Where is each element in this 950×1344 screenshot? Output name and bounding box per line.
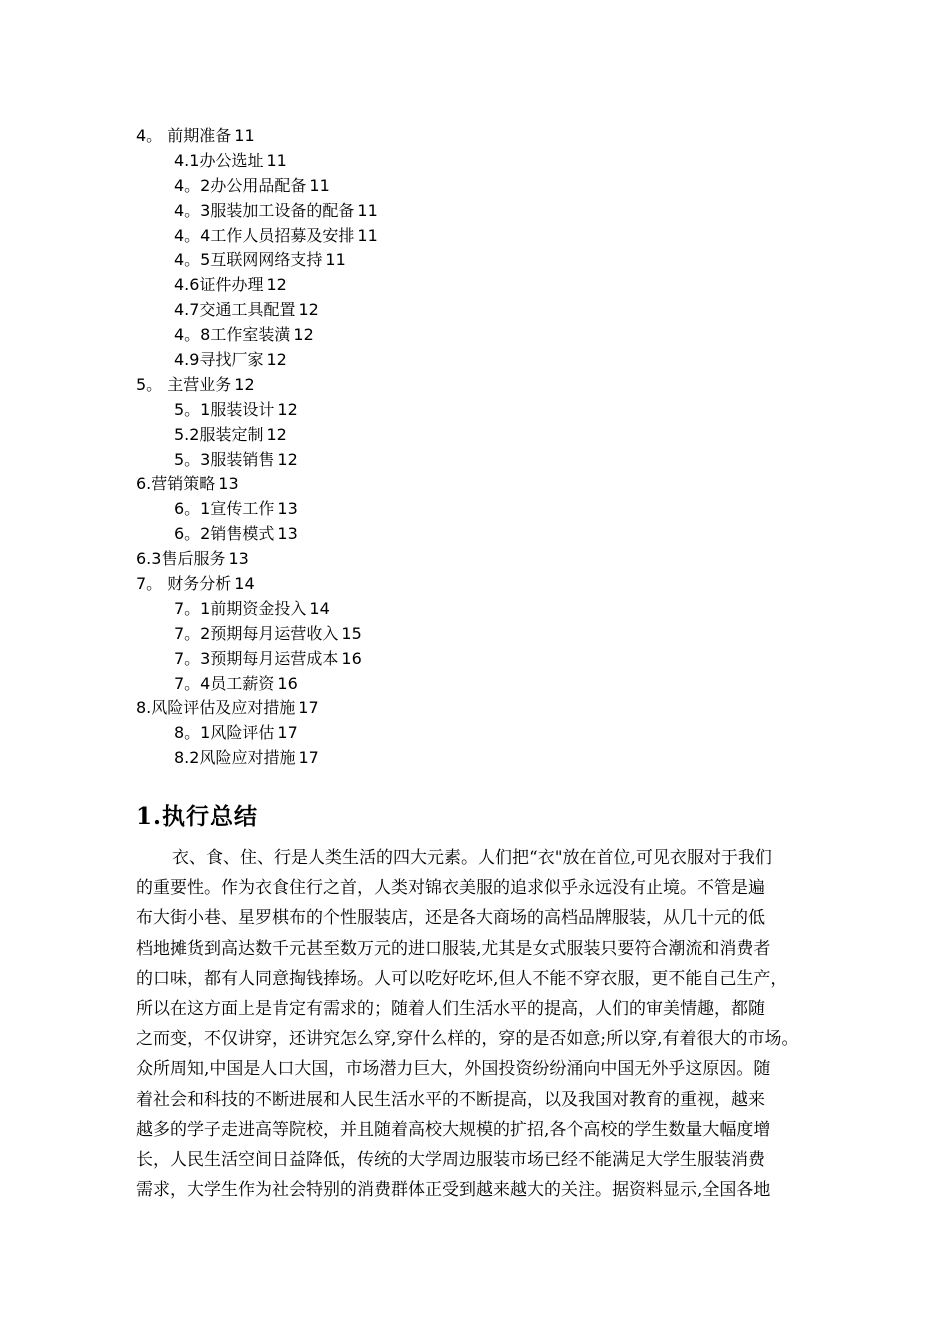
paragraph-line: 的口味，都有人同意掏钱捧场。人可以吃好吃坏,但人不能不穿衣服，更不能自己生产， xyxy=(136,968,788,989)
toc-entry[interactable] xyxy=(136,248,378,273)
paragraph-line: 档地摊货到高达数千元甚至数万元的进口服装,尤其是女式服装只要符合潮流和消费者 xyxy=(136,938,771,959)
paragraph-line: 越多的学子走进高等院校，并且随着高校大规模的扩招,各个高校的学生数量大幅度增 xyxy=(136,1119,771,1140)
paragraph-line: 众所周知,中国是人口大国，市场潜力巨大，外国投资纷纷涌向中国无外乎这原因。随 xyxy=(136,1059,771,1080)
toc-entry-number: 4.6 xyxy=(174,275,200,295)
toc-entry[interactable] xyxy=(136,497,378,522)
toc-entry-page: 12 xyxy=(266,275,287,295)
toc-entry-title: 工作人员招募及安排 xyxy=(210,225,355,245)
toc-entry[interactable] xyxy=(136,696,378,721)
toc-entry-number: 4.9 xyxy=(174,350,200,370)
toc-entry-page: 17 xyxy=(298,698,319,718)
toc-entry-number: 7。1 xyxy=(174,598,211,618)
toc-entry[interactable] xyxy=(136,746,378,771)
toc-entry-number: 7。2 xyxy=(174,623,211,643)
toc-entry-number: 7。4 xyxy=(174,673,211,693)
paragraph-line: 的重要性。作为衣食住行之首，人类对锦衣美服的追求似乎永远没有止境。不管是遍 xyxy=(136,878,765,899)
toc-entry-title: 办公选址 xyxy=(199,150,264,170)
toc-entry-number: 4。5 xyxy=(174,250,211,270)
paragraph-line: 着社会和科技的不断进展和人民生活水平的不断提高，以及我国对教育的重视，越来 xyxy=(136,1089,765,1110)
toc-entry-page: 14 xyxy=(234,574,255,594)
toc-entry-title: 预期每月运营成本 xyxy=(210,648,339,668)
toc-entry-number: 5。1 xyxy=(174,399,211,419)
toc-entry-title: 前期准备 xyxy=(162,126,232,145)
paragraph-line: 衣、食、住、行是人类生活的四大元素。人们把“衣"放在首位,可见衣服对于我们 xyxy=(172,848,772,868)
toc-entry-page: 16 xyxy=(277,673,298,693)
toc-entry[interactable] xyxy=(136,597,378,622)
toc-entry[interactable] xyxy=(136,323,378,348)
toc-entry-number: 6.3 xyxy=(136,549,162,569)
toc-entry-title: 预期每月运营收入 xyxy=(210,623,339,643)
toc-entry-number: 4。8 xyxy=(174,325,211,345)
toc-entry-title: 互联网网络支持 xyxy=(210,250,323,270)
toc-entry-title: 服装加工设备的配备 xyxy=(210,200,355,220)
toc-entry[interactable] xyxy=(136,174,378,199)
toc-entry-number: 5.2 xyxy=(174,424,200,444)
toc-entry-number: 7。3 xyxy=(174,648,211,668)
toc-entry-title: 风险应对措施 xyxy=(199,748,296,768)
toc-entry[interactable] xyxy=(136,398,378,423)
toc-entry-number: 6. xyxy=(136,474,152,494)
toc-entry-title: 员工薪资 xyxy=(210,673,275,693)
toc-entry-page: 12 xyxy=(298,300,319,320)
toc-entry-title: 风险评估及应对措施 xyxy=(151,698,296,718)
toc-entry-page: 14 xyxy=(309,598,330,618)
toc-entry-page: 16 xyxy=(341,648,362,668)
toc-entry-title: 前期资金投入 xyxy=(210,598,307,618)
toc-entry-title: 销售模式 xyxy=(210,524,275,544)
toc-entry-title: 工作室装潢 xyxy=(210,325,291,345)
toc-entry-number: 4。4 xyxy=(174,225,211,245)
toc-entry-number: 8. xyxy=(136,698,152,718)
table-of-contents xyxy=(136,124,378,771)
toc-entry-title: 寻找厂家 xyxy=(199,350,264,370)
toc-entry-page: 13 xyxy=(277,499,298,519)
toc-entry-title: 营销策略 xyxy=(151,474,216,494)
toc-entry-number: 8.2 xyxy=(174,748,200,768)
toc-entry-page: 11 xyxy=(309,175,330,195)
toc-entry-number: 4。 xyxy=(136,126,163,145)
toc-entry-title: 服装销售 xyxy=(210,449,275,469)
toc-entry-title: 主营业务 xyxy=(162,374,232,394)
toc-entry-title: 宣传工作 xyxy=(210,499,275,519)
toc-entry-page: 17 xyxy=(277,723,298,743)
toc-entry-number: 4。3 xyxy=(174,200,211,220)
toc-entry-page: 12 xyxy=(277,399,298,419)
toc-entry-title: 服装定制 xyxy=(199,424,264,444)
toc-entry[interactable] xyxy=(136,298,378,323)
toc-entry-title: 售后服务 xyxy=(161,549,226,569)
toc-entry[interactable] xyxy=(136,622,378,647)
paragraph-line: 需求，大学生作为社会特别的消费群体正受到越来越大的关注。据资料显示,全国各地 xyxy=(136,1180,771,1201)
toc-entry-number: 5。 xyxy=(136,374,163,394)
toc-entry[interactable] xyxy=(136,224,378,249)
toc-entry[interactable] xyxy=(136,572,378,597)
toc-entry[interactable] xyxy=(136,547,378,572)
toc-entry-page: 12 xyxy=(293,325,314,345)
toc-entry-page: 15 xyxy=(341,623,362,643)
toc-entry-title: 风险评估 xyxy=(210,723,275,743)
toc-entry-page: 17 xyxy=(298,748,319,768)
section-body xyxy=(136,843,876,1205)
toc-entry-number: 6。1 xyxy=(174,499,211,519)
toc-entry[interactable] xyxy=(136,348,378,373)
paragraph-line: 长，人民生活空间日益降低，传统的大学周边服装市场已经不能满足大学生服装消费 xyxy=(136,1149,765,1170)
toc-entry-number: 4。2 xyxy=(174,175,211,195)
toc-entry[interactable] xyxy=(136,721,378,746)
toc-entry-title: 交通工具配置 xyxy=(199,300,296,320)
toc-entry-number: 4.7 xyxy=(174,300,200,320)
toc-entry-page: 13 xyxy=(228,549,249,569)
toc-entry[interactable] xyxy=(136,373,378,398)
toc-entry-number: 4.1 xyxy=(174,150,200,170)
toc-entry[interactable] xyxy=(136,273,378,298)
toc-entry-page: 12 xyxy=(277,449,298,469)
toc-entry[interactable] xyxy=(136,423,378,448)
toc-entry[interactable] xyxy=(136,199,378,224)
toc-entry-number: 7。 xyxy=(136,574,163,594)
toc-entry-page: 11 xyxy=(325,250,346,270)
toc-entry[interactable] xyxy=(136,124,378,149)
toc-entry[interactable] xyxy=(136,472,378,497)
toc-entry-page: 13 xyxy=(277,524,298,544)
section-heading: 1.执行总结 xyxy=(136,803,259,830)
toc-entry-number: 6。2 xyxy=(174,524,211,544)
toc-entry-page: 11 xyxy=(234,126,255,145)
paragraph-line: 之而变，不仅讲穿，还讲究怎么穿,穿什么样的，穿的是否如意;所以穿,有着很大的市场。 xyxy=(136,1029,799,1050)
toc-entry-title: 证件办理 xyxy=(199,275,264,295)
paragraph-line: 所以在这方面上是肯定有需求的；随着人们生活水平的提高，人们的审美情趣，都随 xyxy=(136,998,765,1019)
toc-entry-page: 13 xyxy=(218,474,239,494)
toc-entry-number: 8。1 xyxy=(174,723,211,743)
toc-entry[interactable] xyxy=(136,647,378,672)
toc-entry[interactable] xyxy=(136,149,378,174)
paragraph-line: 布大街小巷、星罗棋布的个性服装店，还是各大商场的高档品牌服装，从几十元的低 xyxy=(136,908,765,929)
toc-entry[interactable] xyxy=(136,522,378,547)
toc-entry-page: 12 xyxy=(266,350,287,370)
toc-entry[interactable] xyxy=(136,672,378,697)
toc-entry-title: 服装设计 xyxy=(210,399,275,419)
toc-entry-page: 12 xyxy=(234,374,255,394)
toc-entry-page: 12 xyxy=(266,424,287,444)
toc-entry-title: 办公用品配备 xyxy=(210,175,307,195)
toc-entry-page: 11 xyxy=(357,200,378,220)
toc-entry[interactable] xyxy=(136,448,378,473)
toc-entry-page: 11 xyxy=(266,150,287,170)
toc-entry-page: 11 xyxy=(357,225,378,245)
toc-entry-title: 财务分析 xyxy=(162,574,232,594)
toc-entry-number: 5。3 xyxy=(174,449,211,469)
